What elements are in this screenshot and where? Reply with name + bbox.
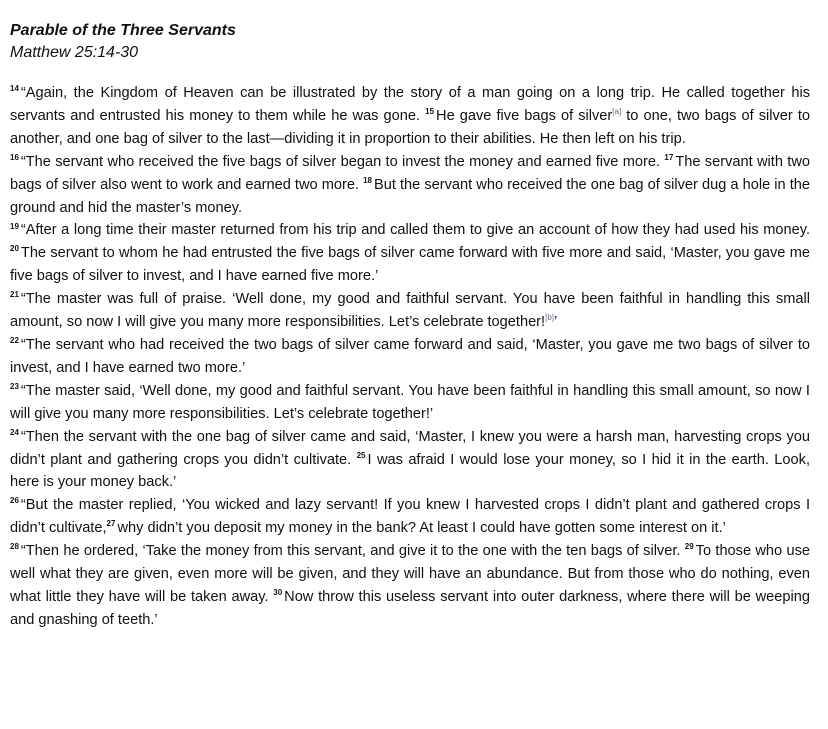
verse-number: 14 (10, 84, 19, 94)
verse-text: why didn’t you deposit my money in the bank? At least I could have gotten some interest on it.’ (117, 520, 726, 537)
verse-paragraph-19 (10, 219, 810, 288)
verse-number: 24 (10, 427, 19, 437)
verse-text: “The servant who had received the two bags of silver came forward and said, ‘Master, you gave me two bags of silver to invest, and I have earned two more.’ (10, 336, 810, 376)
verse-text: I was afraid I would lose your money, so I hid it in the earth. Look, here is your money back.’ (10, 451, 810, 491)
verse-text: “The master said, ‘Well done, my good and faithful servant. You have been faithful in handling this small amount, so now I will give you many more responsibilities. Let’s celebrate together!’ (10, 382, 810, 422)
document-title: Parable of the Three Servants (10, 22, 236, 39)
verse-text: “Then he ordered, ‘Take the money from this servant, and give it to the one with the ten bags of silver. (20, 543, 685, 560)
verse-paragraph-16 (10, 151, 810, 220)
verse-text: But the servant who received the one bag of silver dug a hole in the ground and hid the master’s money. (10, 176, 810, 216)
verse-paragraph-28 (10, 540, 810, 632)
verse-text: “But the master replied, ‘You wicked and lazy servant! If you knew I harvested crops I didn’t plant and gathered crops I didn’t cultivate, (10, 497, 810, 537)
verse-number: 28 (10, 542, 19, 552)
verse-number: 30 (273, 588, 283, 598)
footnote-link-a[interactable]: [a] (612, 107, 622, 117)
verse-number: 26 (10, 496, 19, 506)
verse-number: 20 (10, 244, 19, 254)
verse-number: 17 (664, 152, 674, 162)
verse-text: The servant to whom he had entrusted the five bags of silver came forward with five more and said, ‘Master, you gave me five bags of silver to invest, and I have earned five more.’ (10, 245, 810, 285)
verse-number: 27 (106, 519, 116, 529)
verse-text: to one, two bags of silver to another, and one bag of silver to the last—dividing it in proportion to their abilities. He then left on his trip. (10, 107, 810, 147)
verse-paragraph-21 (10, 288, 810, 334)
verse-paragraph-23 (10, 380, 810, 426)
verse-text: “Then the servant with the one bag of silver came and said, ‘Master, I knew you were a harsh man, harvesting crops you didn’t plant and gathering crops you didn’t cultivate. (10, 428, 810, 468)
verse-paragraph-26 (10, 494, 810, 540)
verse-number: 21 (10, 290, 19, 300)
verse-number: 22 (10, 336, 19, 346)
verse-text: Now throw this useless servant into outer darkness, where there will be weeping and gnashing of teeth.’ (10, 588, 811, 628)
verse-paragraph-22 (10, 334, 810, 380)
footnote-link-b[interactable]: [b] (545, 313, 555, 323)
verse-text: “Again, the Kingdom of Heaven can be illustrated by the story of a man going on a long trip. He called together his servants and entrusted his money to them while he was gone. (10, 85, 810, 124)
scripture-reference: Matthew 25:14-30 (10, 44, 139, 61)
verse-number: 19 (10, 221, 19, 231)
verse-text: “The servant who received the five bags of silver began to invest the money and earned five more. (20, 153, 665, 170)
verse-number: 29 (684, 542, 694, 552)
verse-number: 18 (363, 175, 373, 185)
verse-number: 16 (10, 152, 19, 162)
verse-paragraph-24 (10, 426, 810, 495)
verse-text: The servant with two bags of silver also went to work and earned two more. (10, 153, 810, 193)
verse-text: “After a long time their master returned from his trip and called them to give an account of how they had used his money. (20, 222, 810, 239)
verse-paragraph-14 (10, 82, 810, 151)
verse-text: To those who use well what they are given, even more will be given, and they will have an abundance. But from those who do nothing, even what little they have will be taken away. (10, 543, 810, 605)
verse-text: He gave five bags of silver (436, 107, 613, 124)
verse-text: ’ (554, 314, 558, 331)
verse-number: 25 (356, 450, 366, 460)
verse-number: 15 (425, 107, 435, 117)
verse-number: 23 (10, 381, 19, 391)
verse-text: “The master was full of praise. ‘Well done, my good and faithful servant. You have been faithful in handling this small amount, so now I will give you many more responsibilities. Let’s celebrate together! (10, 291, 810, 331)
